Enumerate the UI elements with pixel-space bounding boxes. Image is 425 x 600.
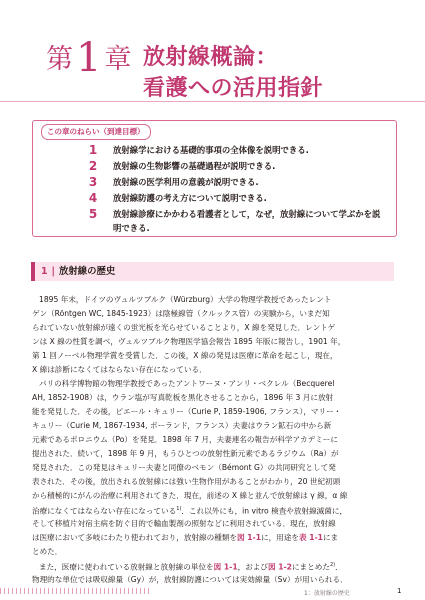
body-text: また，医療に使われている放射線と放射線の単位を <box>39 562 214 572</box>
figure-reference[interactable]: 図 1-1 <box>237 533 261 542</box>
body-text: に，用途を <box>261 533 299 542</box>
goal-number: 5 <box>88 207 98 221</box>
body-line: 表された．その後，放出される放射線には強い生物作用があることがわかり，20 世紀初頭 <box>32 477 341 486</box>
goal-text: 放射線の生物影響の基礎過程が説明できる. <box>113 161 276 171</box>
body-line: キュリー（Curie M, 1867-1934, ポーランド，フランス）夫妻はウラン鉱石の中から新 <box>32 421 332 430</box>
body-line: 提出された．続いて，1898 年 9 月，もうひとつの放射性新元素であるラジウム（Ra）が <box>32 449 339 458</box>
body-line: パリの科学博物館の物理学教授であったアントワーヌ・アンリ・ベクレル（Becquerel <box>39 379 335 388</box>
goal-text: 放射線防護の考え方について説明できる. <box>113 193 267 203</box>
body-text: にま <box>322 533 339 542</box>
page-number: 1 <box>397 587 402 595</box>
chapter-number <box>46 35 132 81</box>
section-heading-marker <box>31 262 35 281</box>
body-line <box>32 531 338 545</box>
body-line: AH, 1852-1908）は，ウラン塩が写真乾板を黒化させることから，1896 年 3 月に放射 <box>32 393 334 402</box>
body-line: 第 1 回ノーベル物理学賞を受賞した．この後，X 線の発見は医療に革命を起こし，現在， <box>32 351 338 360</box>
chapter-title-line-2: 看護への活用指針 <box>143 76 324 101</box>
body-line: とめた． <box>32 547 63 556</box>
body-line: 発見された．この発見はキュリー夫妻と同僚のベモン（Bémont G）の共同研究として発 <box>32 463 336 472</box>
chapter-number-digit: 1 <box>76 35 102 81</box>
figure-reference[interactable]: 図 1-1 <box>213 562 238 572</box>
body-line: られていない放射線が遠くの蛍光板を光らせていることより，X 線を発見した．レントゲ <box>32 323 336 332</box>
footer-section-label: 1：放射線の歴史 <box>304 590 350 597</box>
section-heading <box>41 262 115 281</box>
title-divider <box>0 101 425 102</box>
chapter-suffix: 章 <box>104 44 132 75</box>
learning-goals-label: この章のねらい（到達目標） <box>41 124 151 140</box>
body-text: ． <box>335 562 343 572</box>
body-text: 治療になくてはならない存在になっている <box>32 506 177 516</box>
chapter-title <box>143 42 323 104</box>
reference-superscript[interactable]: 2) <box>329 562 336 568</box>
goal-text: 放射線診療にかかわる看護者として，なぜ，放射線について学ぶかを説 <box>113 209 381 219</box>
chapter-prefix: 第 <box>46 44 73 75</box>
body-line: 物理的な単位では吸収線量（Gy）が，放射線防護については実効線量（Sv）が用いられる． <box>32 573 348 587</box>
goal-text-continuation: 明できる. <box>113 223 150 233</box>
goal-text: 放射線の医学利用の意義が説明できる. <box>113 177 259 187</box>
goal-number: 2 <box>88 159 98 173</box>
body-text: から積極的にがんの治療に利用されてきた．現在，前述の X 線と並んで放射線は γ 線， <box>32 491 333 500</box>
reference-superscript[interactable]: 1) <box>176 506 182 512</box>
body-line: X 線は診断になくてはならない存在になっている． <box>32 365 207 374</box>
body-line <box>32 489 347 503</box>
body-text: ．これ以外にも，in vitro 検査や放射線滅菌に， <box>181 506 348 516</box>
body-line: ンは X 線の性質を調べ，ヴュルツブルク物理医学協会報告 1895 年版に報告し，1901 年， <box>32 337 346 346</box>
table-reference[interactable]: 表 1-1 <box>298 533 323 542</box>
goal-number: 4 <box>88 191 98 205</box>
figure-reference[interactable]: 図 1-2 <box>268 562 292 572</box>
chapter-title-line-1: 放射線概論： <box>143 45 279 70</box>
body-text: α 線 <box>332 491 348 500</box>
body-line: 1895 年末，ドイツのヴュルツブルク（Würzburg）大学の物理学教授であったレント <box>39 295 332 304</box>
body-text: ，および <box>237 562 268 572</box>
section-separator: | <box>51 266 55 277</box>
section-number: 1 <box>41 266 48 277</box>
section-title: 放射線の歴史 <box>58 266 116 277</box>
goal-number: 3 <box>88 175 98 189</box>
goal-number: 1 <box>88 143 98 157</box>
body-line: 元素であるポロニウム（Po）を発見．1898 年 7 月，夫妻連名の報告が科学アカデミーに <box>32 435 338 444</box>
body-line: そして移植片対宿主病を防ぐ目的で輸血製剤の照射などに利用されている．現在，放射線 <box>32 519 336 528</box>
footer-dotted-rule <box>0 588 150 594</box>
body-text: は医療において多岐にわたり使われており，放射線の種類を <box>32 533 238 542</box>
body-text: にまとめた <box>291 562 330 572</box>
body-line: 能を発見した．その後，ピエール・キュリー（Curie P, 1859-1906, フランス），マリー・ <box>32 407 342 416</box>
body-line: ゲン（Röntgen WC, 1845-1923）は陰極線管（クルックス管）の実験から，いまだ知 <box>32 309 330 318</box>
goal-text: 放射線学における基礎的事項の全体像を説明できる. <box>113 145 309 155</box>
